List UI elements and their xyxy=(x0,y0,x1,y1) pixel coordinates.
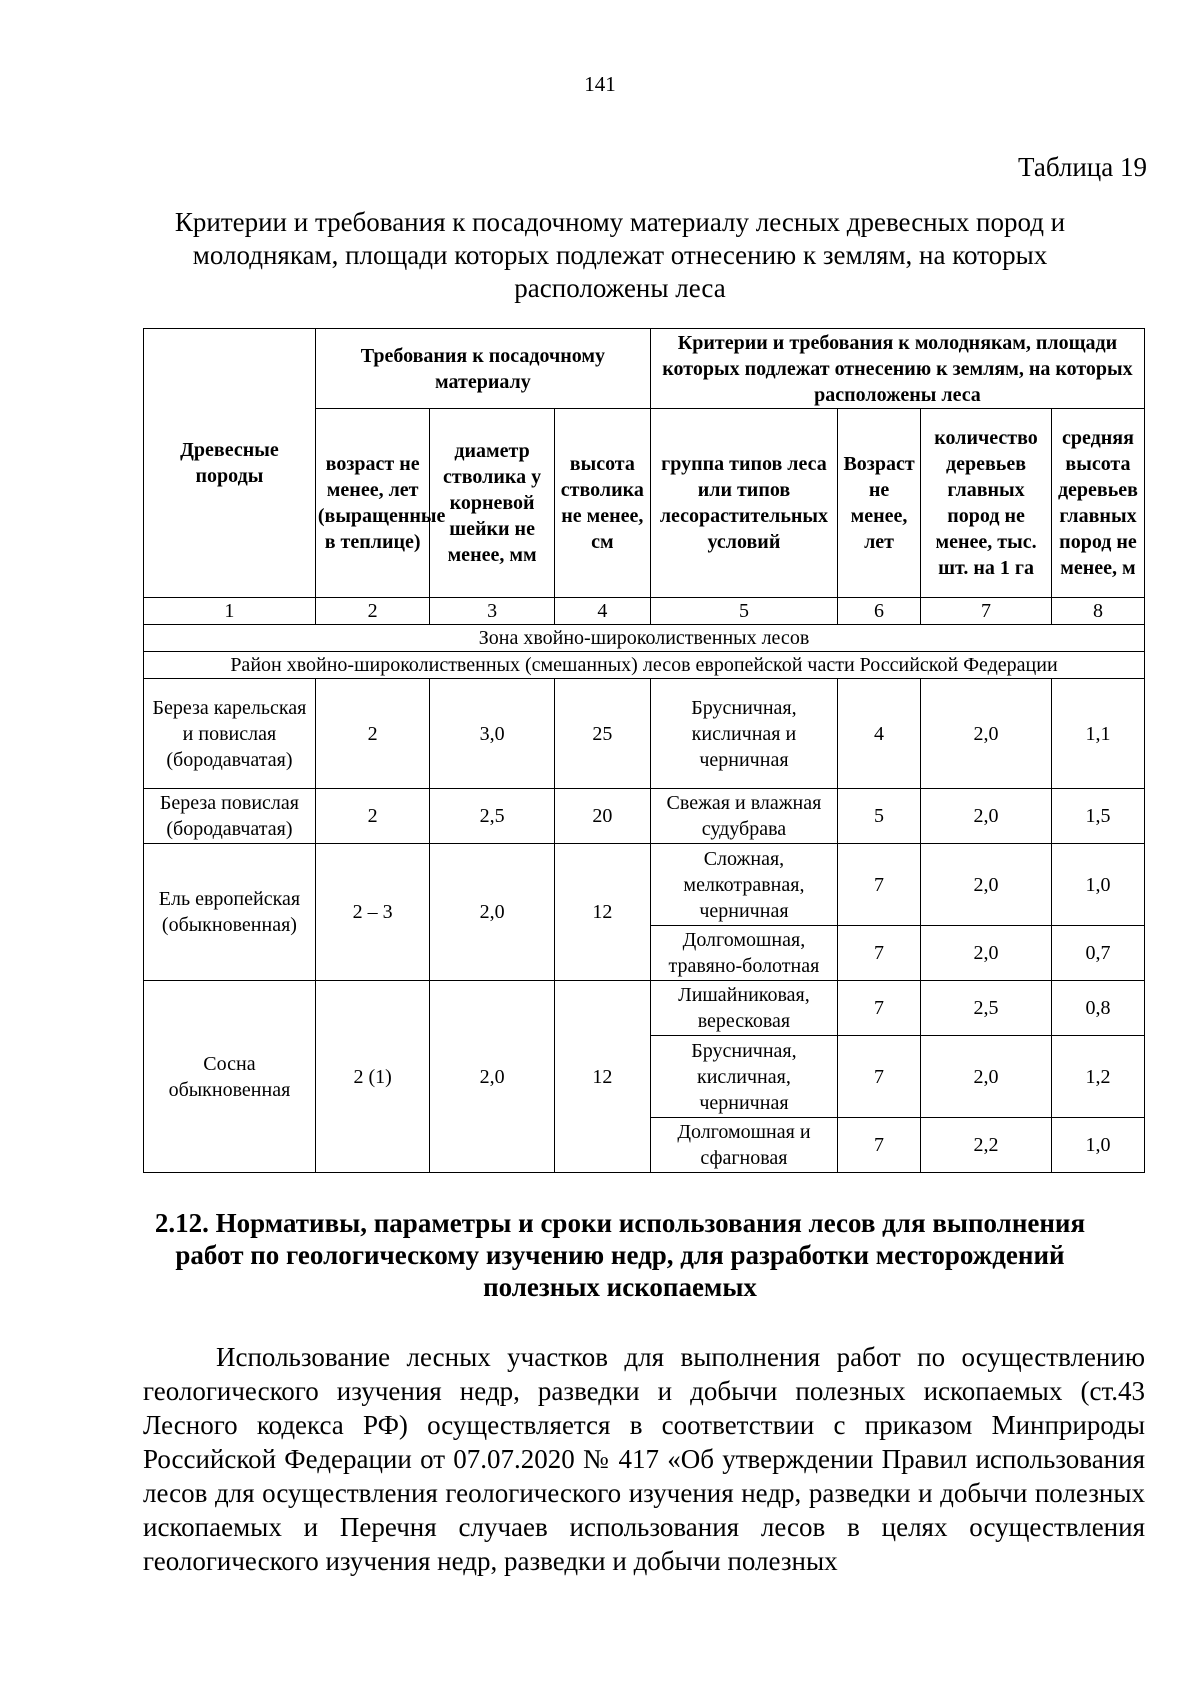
column-number: 5 xyxy=(650,598,837,625)
forest-type-cell: Долгомошная и сфагновая xyxy=(650,1118,837,1173)
count-cell: 2,0 xyxy=(921,679,1052,789)
height-cell: 25 xyxy=(554,679,650,789)
header-planting-material: Требования к посадочному материалу xyxy=(315,329,650,409)
avg-height-cell: 0,7 xyxy=(1051,926,1144,981)
column-number: 8 xyxy=(1051,598,1144,625)
height-cell: 12 xyxy=(554,844,650,981)
forest-type-cell: Лишайниковая, вересковая xyxy=(650,981,837,1036)
min-age-cell: 7 xyxy=(837,1036,920,1118)
age-cell: 2 xyxy=(315,679,430,789)
forest-type-cell: Долгомошная, травяно-болотная xyxy=(650,926,837,981)
header-col-6: Возраст не менее, лет xyxy=(837,409,920,598)
species-cell: Сосна обыкновенная xyxy=(144,981,316,1173)
min-age-cell: 4 xyxy=(837,679,920,789)
header-col-8: средняя высота деревьев главных пород не менее, м xyxy=(1051,409,1144,598)
count-cell: 2,0 xyxy=(921,789,1052,844)
table-row xyxy=(144,679,1145,789)
avg-height-cell: 0,8 xyxy=(1051,981,1144,1036)
column-number: 1 xyxy=(144,598,316,625)
avg-height-cell: 1,0 xyxy=(1051,844,1144,926)
count-cell: 2,2 xyxy=(921,1118,1052,1173)
forest-type-cell: Брусничная, кисличная, черничная xyxy=(650,1036,837,1118)
column-number: 3 xyxy=(430,598,554,625)
diameter-cell: 2,5 xyxy=(430,789,554,844)
table-label: Таблица 19 xyxy=(1018,152,1147,182)
zone-row: Зона хвойно-широколиственных лесов xyxy=(144,625,1145,652)
page-number: 141 xyxy=(584,72,616,96)
species-cell: Береза карельская и повислая (бородавчатая) xyxy=(144,679,316,789)
count-cell: 2,0 xyxy=(921,926,1052,981)
column-number: 7 xyxy=(921,598,1052,625)
column-numbers-row xyxy=(144,598,1145,625)
avg-height-cell: 1,0 xyxy=(1051,1118,1144,1173)
header-col-2: возраст не менее, лет (выращенные в теплице) xyxy=(315,409,430,598)
header-young-stands: Критерии и требования к молоднякам, площади которых подлежат отнесению к землям, на которых расположены леса xyxy=(650,329,1144,409)
header-col-7: количество деревьев главных пород не менее, тыс. шт. на 1 га xyxy=(921,409,1052,598)
column-number: 4 xyxy=(554,598,650,625)
height-cell: 20 xyxy=(554,789,650,844)
header-col-3: диаметр стволика у корневой шейки не менее, мм xyxy=(430,409,554,598)
avg-height-cell: 1,2 xyxy=(1051,1036,1144,1118)
table-row xyxy=(144,789,1145,844)
column-number: 2 xyxy=(315,598,430,625)
count-cell: 2,0 xyxy=(921,844,1052,926)
forest-type-cell: Сложная, мелкотравная, черничная xyxy=(650,844,837,926)
count-cell: 2,0 xyxy=(921,1036,1052,1118)
forest-type-cell: Свежая и влажная судубрава xyxy=(650,789,837,844)
diameter-cell: 3,0 xyxy=(430,679,554,789)
age-cell: 2 (1) xyxy=(315,981,430,1173)
avg-height-cell: 1,1 xyxy=(1051,679,1144,789)
height-cell: 12 xyxy=(554,981,650,1173)
table-row xyxy=(144,844,1145,926)
criteria-table xyxy=(143,328,1145,1173)
header-species: Древесные породы xyxy=(144,329,316,598)
min-age-cell: 7 xyxy=(837,981,920,1036)
column-number: 6 xyxy=(837,598,920,625)
header-col-4: высота стволика не менее, см xyxy=(554,409,650,598)
diameter-cell: 2,0 xyxy=(430,981,554,1173)
species-cell: Ель европейская (обыкновенная) xyxy=(144,844,316,981)
avg-height-cell: 1,5 xyxy=(1051,789,1144,844)
count-cell: 2,5 xyxy=(921,981,1052,1036)
min-age-cell: 5 xyxy=(837,789,920,844)
table-title: Критерии и требования к посадочному материалу лесных древесных пород и молоднякам, площади которых подлежат отнесению к землям, на которых расположены леса xyxy=(174,207,1066,303)
body-paragraph: Использование лесных участков для выполнения работ по осуществлению геологического изучения недр, разведки и добычи полезных ископаемых (ст.43 Лесного кодекса РФ) осуществляется в соответствии с приказом Минприроды Российской Федерации от 07.07.2020 № 417 «Об утверждении Правил использования лесов для осуществления геологического изучения недр, разведки и добычи полезных ископаемых и Перечня случаев использования лесов в целях осуществления геологического изучения недр, разведки и добычи полезных xyxy=(143,1342,1145,1576)
min-age-cell: 7 xyxy=(837,844,920,926)
min-age-cell: 7 xyxy=(837,926,920,981)
table-row xyxy=(144,981,1145,1036)
species-cell: Береза повислая (бородавчатая) xyxy=(144,789,316,844)
age-cell: 2 – 3 xyxy=(315,844,430,981)
header-col-5: группа типов леса или типов лесорастительных условий xyxy=(650,409,837,598)
region-row: Район хвойно-широколиственных (смешанных) лесов европейской части Российской Федерации xyxy=(144,652,1145,679)
min-age-cell: 7 xyxy=(837,1118,920,1173)
section-heading: 2.12. Нормативы, параметры и сроки использования лесов для выполнения работ по геологическому изучению недр, для разработки месторождений полезных ископаемых xyxy=(154,1208,1086,1302)
diameter-cell: 2,0 xyxy=(430,844,554,981)
forest-type-cell: Брусничная, кисличная и черничная xyxy=(650,679,837,789)
age-cell: 2 xyxy=(315,789,430,844)
